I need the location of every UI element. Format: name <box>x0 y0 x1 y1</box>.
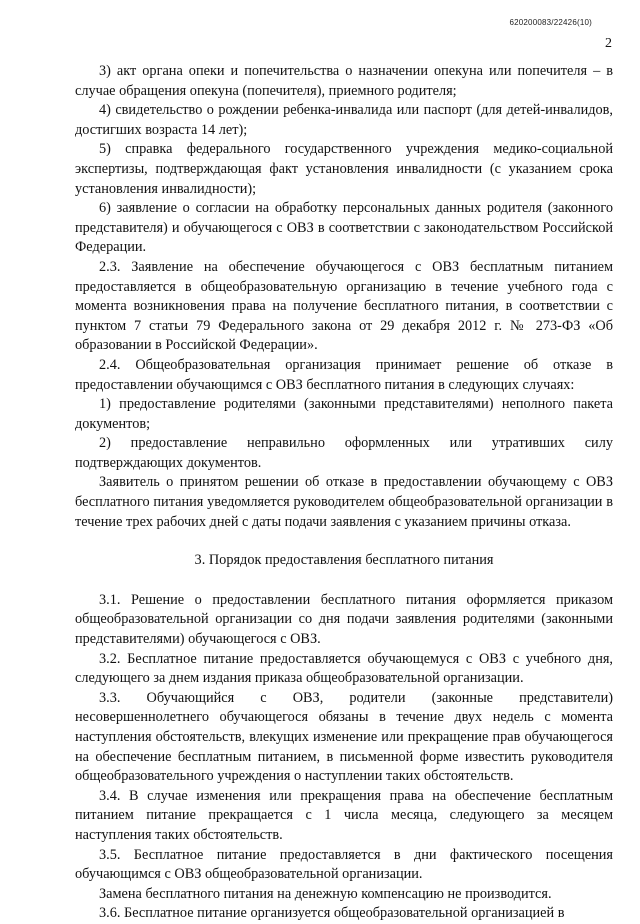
paragraph-3-6: 3.6. Бесплатное питание организуется общеобразовательной организацией в <box>99 905 565 922</box>
paragraph-3-1: 3.1. Решение о предоставлении бесплатного питания оформляется приказом общеобразовательной организации со дня подачи заявления родителями (законными представителями) обучающегося с ОВЗ. <box>75 591 613 648</box>
document-body <box>75 62 613 924</box>
document-code: 620200083/22426(10) <box>509 18 592 27</box>
paragraph-refusal-reason-1: 1) предоставление родителями (законными представителями) неполного пакета документов; <box>75 396 613 432</box>
paragraph-3-5: 3.5. Бесплатное питание предоставляется в дни фактического посещения обучающимся с ОВЗ общеобразовательной организации. <box>75 846 613 883</box>
section-title: 3. Порядок предоставления бесплатного питания <box>194 552 494 569</box>
paragraph-item-3: 3) акт органа опеки и попечительства о назначении опекуна или попечителя – в случае обращения опекуна (попечителя), приемного родителя; <box>75 63 613 99</box>
paragraph-refusal-notice: Заявитель о принятом решении об отказе в предоставлении обучающему с ОВЗ бесплатного питания уведомляется руководителем общеобразовательной организации в течение трех рабочих дней с даты подачи заявления с указанием причины отказа. <box>75 474 613 530</box>
paragraph-item-4: 4) свидетельство о рождении ребенка-инвалида или паспорт (для детей-инвалидов, достигших возраста 14 лет); <box>75 102 613 138</box>
paragraph-3-4: 3.4. В случае изменения или прекращения права на обеспечение бесплатным питанием питание прекращается с 1 числа месяца, следующего за месяцем наступления таких обстоятельств. <box>75 787 613 843</box>
paragraph-item-5: 5) справка федерального государственного учреждения медико-социальной экспертизы, подтверждающая факт установления инвалидности (с указанием срока установления инвалидности); <box>75 141 613 197</box>
paragraph-3-2: 3.2. Бесплатное питание предоставляется обучающемуся с ОВЗ с учебного дня, следующего за днем издания приказа общеобразовательной организации. <box>75 650 613 687</box>
paragraph-2-3: 2.3. Заявление на обеспечение обучающегося с ОВЗ бесплатным питанием предоставляется в общеобразовательную организацию в течение учебного года с момента возникновения права на получение бесплатного питания, в соответствии с пунктом 7 статьи 79 Федерального закона от 29 декабря 2012 г. № 273-ФЗ «Об образовании в Российской Федерации». <box>75 258 613 354</box>
page-number: 2 <box>605 36 612 51</box>
paragraph-refusal-reason-2: 2) предоставление неправильно оформленных или утративших силу подтверждающих документов. <box>75 435 613 471</box>
paragraph-3-3: 3.3. Обучающийся с ОВЗ, родители (законные представители) несовершеннолетнего обучающегося обязаны в течение двух недель с момента наступления обстоятельств, влекущих изменение или прекращение прав обучающегося на обеспечение бесплатным питанием, в письменной форме известить руководителя общеобразовательного учреждения о наступлении таких обстоятельств. <box>75 689 613 785</box>
paragraph-item-6: 6) заявление о согласии на обработку персональных данных родителя (законного представителя) и обучающегося с ОВЗ в соответствии с законодательством Российской Федерации. <box>75 200 613 256</box>
paragraph-2-4: 2.4. Общеобразовательная организация принимает решение об отказе в предоставлении обучающимся с ОВЗ бесплатного питания в следующих случаях: <box>75 356 613 393</box>
paragraph-no-compensation: Замена бесплатного питания на денежную компенсацию не производится. <box>99 885 552 902</box>
